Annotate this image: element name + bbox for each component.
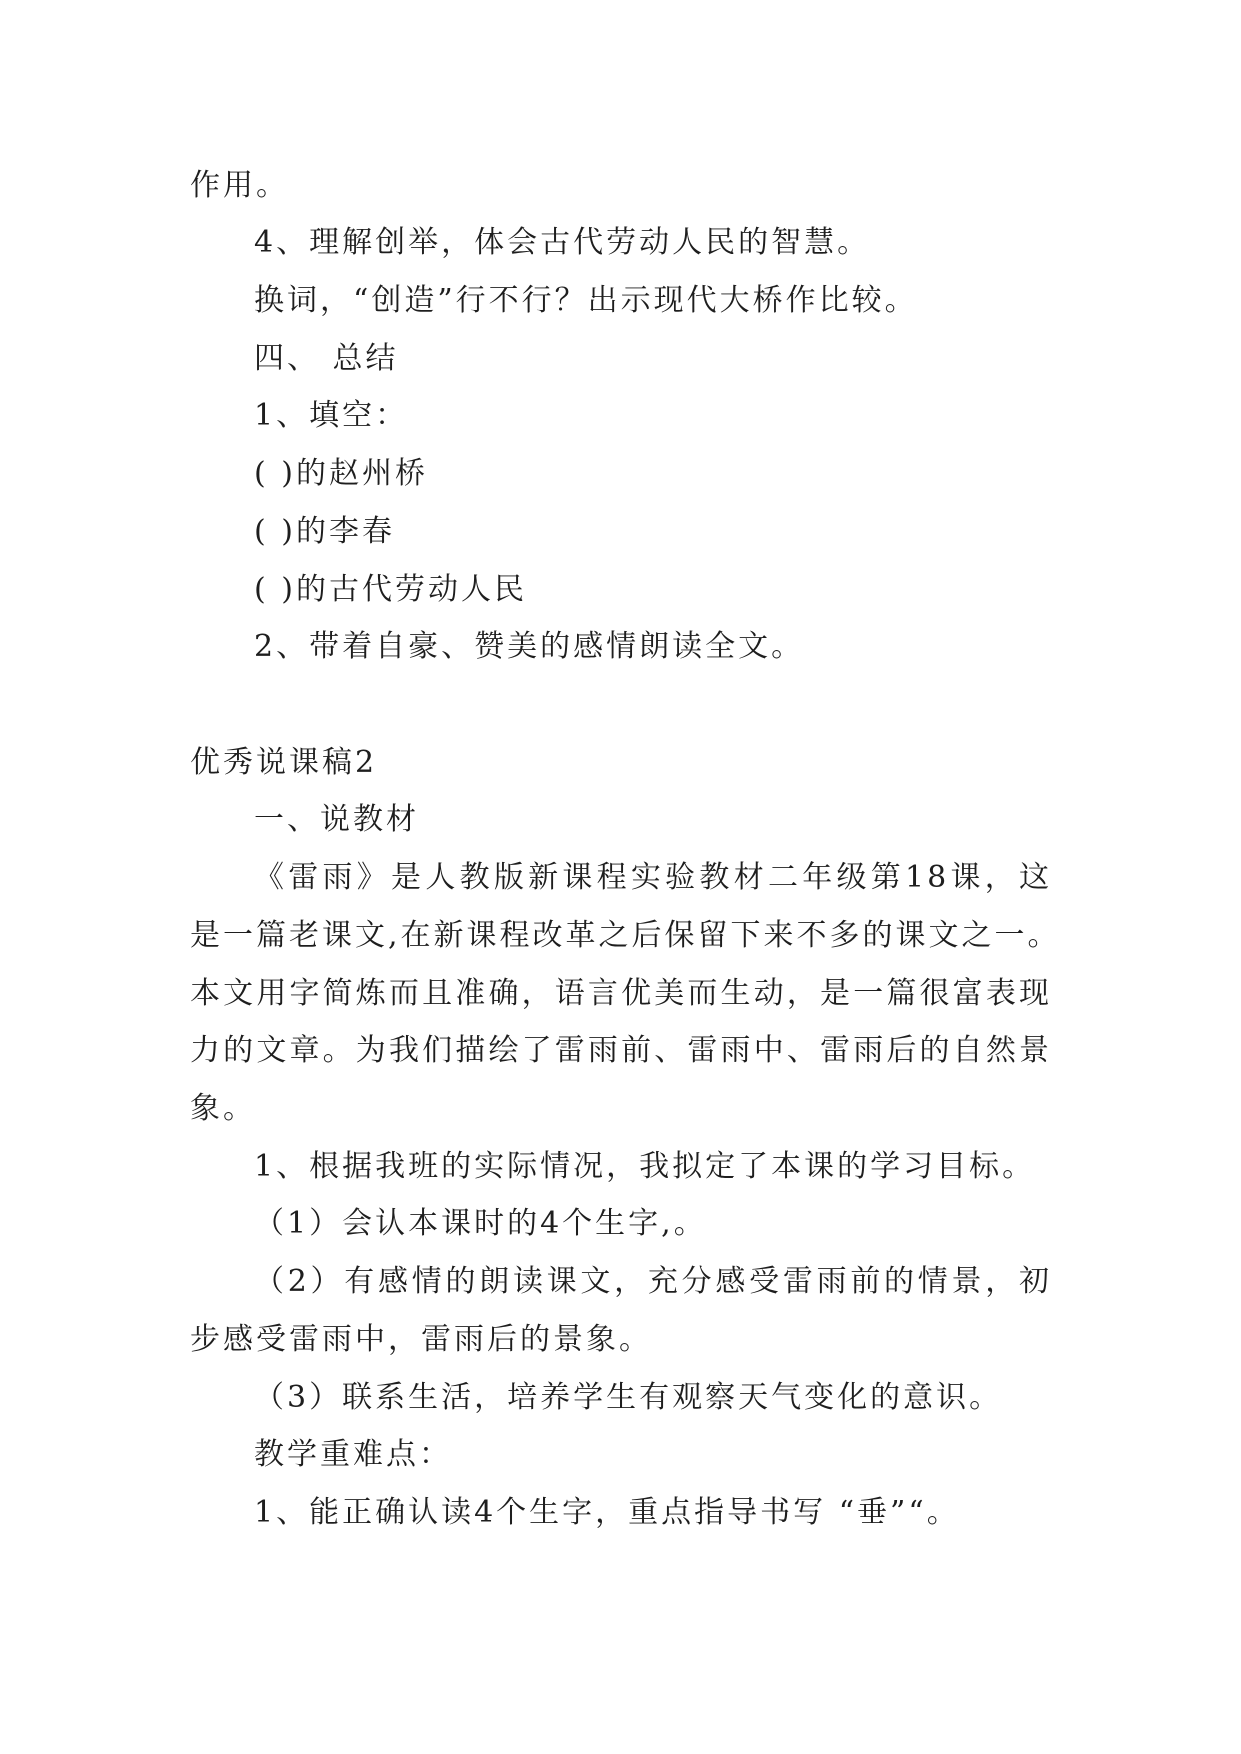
text-line: 4、理解创举，体会古代劳动人民的智慧。 bbox=[254, 225, 871, 260]
text-line: 换词，“创造”行不行？出示现代大桥作比较。 bbox=[254, 283, 918, 318]
paragraph-line: 《雷雨》是人教版新课程实验教材二年级第18课，这 bbox=[254, 860, 1052, 895]
list-item: （2）有感情的朗读课文，充分感受雷雨前的情景，初 bbox=[254, 1264, 1052, 1299]
section-heading: 四、 总结 bbox=[254, 341, 399, 376]
section-heading: 一、说教材 bbox=[254, 802, 419, 837]
text-line: 1、根据我班的实际情况，我拟定了本课的学习目标。 bbox=[254, 1149, 1036, 1184]
text-line: 1、填空： bbox=[254, 398, 409, 433]
paragraph-line: 本文用字简炼而且准确，语言优美而生动，是一篇很富表现 bbox=[190, 976, 1052, 1011]
list-item: （1）会认本课时的4个生字,。 bbox=[254, 1206, 707, 1241]
list-item-continuation: 步感受雷雨中，雷雨后的景象。 bbox=[190, 1322, 652, 1357]
paragraph-line: 力的文章。为我们描绘了雷雨前、雷雨中、雷雨后的自然景 bbox=[190, 1033, 1052, 1068]
section-heading: 教学重难点： bbox=[254, 1437, 452, 1472]
text-line: 1、能正确认读4个生字，重点指导书写 “垂”“。 bbox=[254, 1495, 960, 1530]
text-line: 作用。 bbox=[190, 168, 289, 203]
document-title: 优秀说课稿2 bbox=[190, 745, 378, 780]
fill-blank-line: ( )的赵州桥 bbox=[254, 456, 428, 491]
text-line: 2、带着自豪、赞美的感情朗读全文。 bbox=[254, 629, 805, 664]
fill-blank-line: ( )的古代劳动人民 bbox=[254, 572, 527, 607]
fill-blank-line: ( )的李春 bbox=[254, 514, 395, 549]
paragraph-line: 象。 bbox=[190, 1091, 256, 1126]
paragraph-line: 是一篇老课文,在新课程改革之后保留下来不多的课文之一。 bbox=[190, 918, 1061, 953]
list-item: （3）联系生活，培养学生有观察天气变化的意识。 bbox=[254, 1380, 1003, 1415]
